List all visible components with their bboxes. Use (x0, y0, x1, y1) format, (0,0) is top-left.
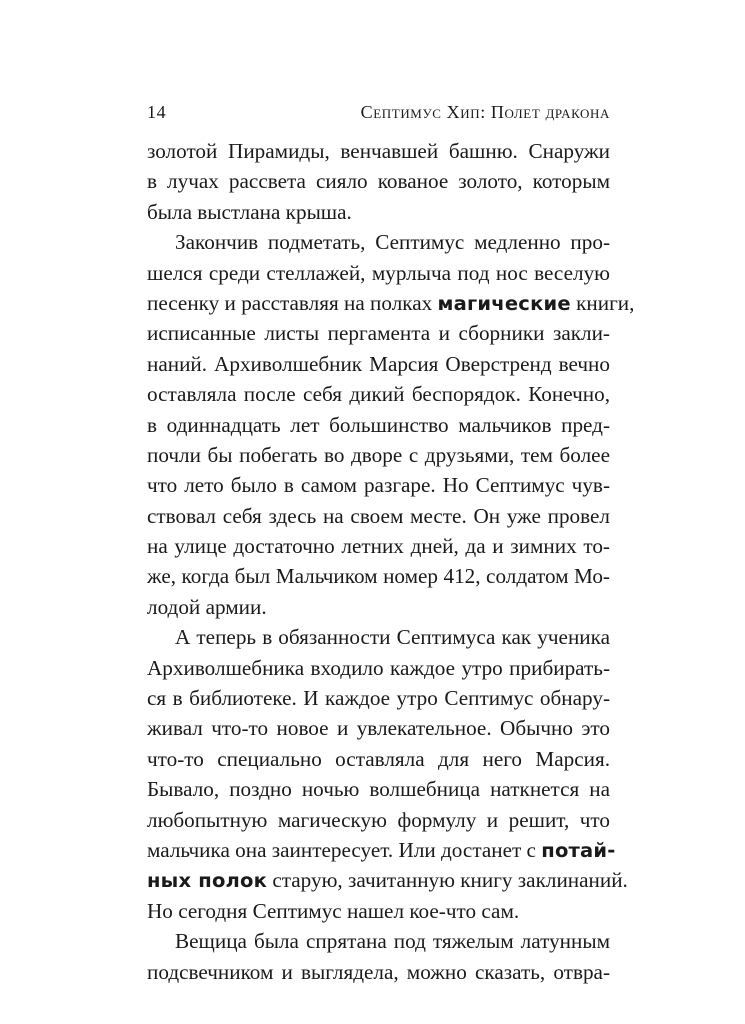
text-line: ствовал себя здесь на своем месте. Он уже провел (147, 503, 610, 528)
page-header (147, 96, 610, 136)
text-line: любопытную магическую формулу и решит, что (147, 807, 610, 832)
text-line: Закончив подметать, Септимус медленно про- (175, 230, 610, 255)
text-line: лодой армии. (147, 594, 267, 619)
text-line: Но сегодня Септимус нашел кое-что сам. (147, 898, 520, 923)
text-line (147, 865, 628, 895)
text-line: ся в библиотеке. И каждое утро Септимус обнару- (147, 686, 610, 711)
text-line: что лето было в самом разгаре. Но Септимус чув- (147, 473, 610, 498)
text-line: Архиволшебника входило каждое утро прибирать- (147, 655, 610, 680)
text-line: шелся среди стеллажей, мурлыча под нос веселую (147, 260, 610, 285)
text-line: в одиннадцать лет большинство мальчиков пред- (147, 412, 610, 437)
text-line: золотой Пирамиды, венчавшей башню. Снаружи (147, 139, 610, 163)
text-line: Бывало, поздно ночью волшебница наткнется на (147, 777, 610, 802)
line-text: песенку и расставляя на полках (147, 290, 438, 315)
body-text (147, 136, 635, 987)
text-line: в лучах рассвета сияло кованое золото, которым (147, 169, 610, 194)
text-line: наний. Архиволшебник Марсия Оверстренд вечно (147, 351, 610, 376)
text-line: почли бы побегать во дворе с друзьями, тем более (147, 442, 610, 467)
text-line: что-то специально оставляла для него Марсия. (147, 746, 610, 771)
book-page (147, 96, 635, 987)
page-number: 14 (147, 102, 167, 122)
text-line: исписанные листы пергамента и сборники закли- (147, 321, 610, 346)
text-line: А теперь в обязанности Септимуса как ученика (175, 625, 610, 650)
magic-word: потай- (541, 838, 616, 862)
line-text: мальчика она заинтересует. Или достанет с (147, 837, 542, 862)
text-line (147, 288, 635, 318)
line-text: старую, зачитанную книгу заклинаний. (267, 868, 628, 893)
running-title: Септимус Хип: Полет дракона (360, 102, 610, 122)
text-line: подсвечником и выглядела, можно сказать, отвра- (147, 959, 610, 984)
text-line: оставляла после себя дикий беспорядок. Конечно, (147, 382, 610, 407)
text-line: живал что-то новое и увлекательное. Обычно это (147, 716, 610, 741)
text-line (147, 835, 616, 865)
magic-word: ных полок (147, 869, 268, 893)
text-line: же, когда был Мальчиком номер 412, солдатом Мо- (147, 564, 610, 589)
magic-word: магические (437, 291, 571, 315)
line-text: книги, (570, 290, 635, 315)
text-line: была выстлана крыша. (147, 199, 352, 224)
text-line: на улице достаточно летних дней, да и зимних то- (147, 534, 610, 559)
text-line: Вещица была спрятана под тяжелым латунным (175, 929, 610, 954)
